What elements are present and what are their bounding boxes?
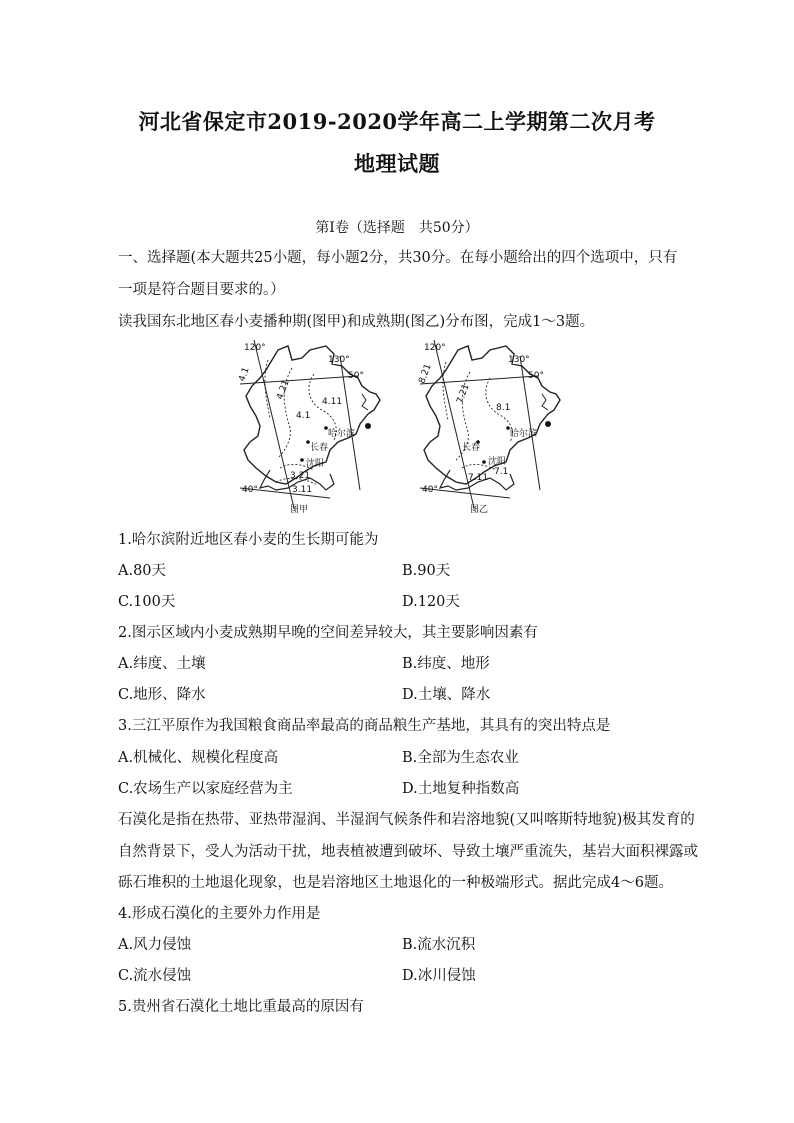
map-b-isoline-1: 8.21 xyxy=(417,362,434,386)
q4-stem: 4.形成石漠化的主要外力作用是 xyxy=(118,906,321,922)
map-b-city-shenyang: 沈阳 xyxy=(488,457,507,467)
map-b-isoline-5: 7.1 xyxy=(494,467,509,477)
q1-option-a: A.80天 xyxy=(118,563,167,579)
q4-option-c: C.流水侵蚀 xyxy=(118,968,192,984)
map-a-figure xyxy=(230,338,400,516)
q2-option-b: B.纬度、地形 xyxy=(402,656,490,672)
map-b-city-harbin: 哈尔滨 xyxy=(510,429,538,439)
q3-option-d: D.土地复种指数高 xyxy=(402,781,520,797)
map-a-city-shenyang: 沈阳 xyxy=(306,459,325,469)
section-heading: 第Ⅰ卷（选择题 共50分） xyxy=(315,220,479,236)
map-intro: 读我国东北地区春小麦播种期(图甲)和成熟期(图乙)分布图，完成1～3题。 xyxy=(118,314,595,330)
map-a-isoline-6: 3.11 xyxy=(292,485,313,495)
map-a-sowing xyxy=(230,338,400,516)
map-b-lon-left: 120° xyxy=(424,343,446,353)
map-b-isoline-3: 8.1 xyxy=(496,403,511,413)
exam-subtitle: 地理试题 xyxy=(354,151,440,176)
part1-instruction-line1: 一、选择题(本大题共25小题，每小题2分，共30分。在每小题给出的四个选项中，只有 xyxy=(118,250,678,266)
wheat-maps xyxy=(230,338,590,516)
q1-option-b: B.90天 xyxy=(402,563,451,579)
q5-stem: 5.贵州省石漠化土地比重最高的原因有 xyxy=(118,999,364,1015)
map-a-lon-right: 130° xyxy=(328,355,350,365)
passage-line1: 石漠化是指在热带、亚热带湿润、半湿润气候条件和岩溶地貌(又叫喀斯特地貌)极其发育的 xyxy=(118,812,695,828)
q4-option-b: B.流水沉积 xyxy=(402,937,476,953)
passage-line3: 砾石堆积的土地退化现象，也是岩溶地区土地退化的一种极端形式。据此完成4～6题。 xyxy=(118,875,673,891)
map-b-isoline-2: 7.21 xyxy=(455,382,472,406)
map-b-figure xyxy=(410,338,580,516)
q4-option-a: A.风力侵蚀 xyxy=(118,937,192,953)
map-b-city-changchun: 长春 xyxy=(462,443,481,453)
q1-stem: 1.哈尔滨附近地区春小麦的生长期可能为 xyxy=(118,532,379,548)
q3-option-a: A.机械化、规模化程度高 xyxy=(118,750,279,766)
map-a-lat-bottom: 40° xyxy=(242,485,258,495)
map-a-isoline-4: 4.1 xyxy=(296,411,311,421)
map-a-city-harbin: 哈尔滨 xyxy=(328,429,356,439)
map-b-isoline-4: 7.11 xyxy=(468,473,489,483)
q2-option-c: C.地形、降水 xyxy=(118,687,206,703)
q2-option-a: A.纬度、土壤 xyxy=(118,656,206,672)
passage-line2: 自然背景下，受人为活动干扰，地表植被遭到破坏、导致土壤严重流失，基岩大面积裸露或 xyxy=(118,844,698,860)
q2-stem: 2.图示区域内小麦成熟期早晚的空间差异较大，其主要影响因素有 xyxy=(118,625,538,641)
map-a-isoline-5: 3.21 xyxy=(290,471,311,481)
map-b-caption: 图乙 xyxy=(470,505,489,515)
map-a-city-changchun: 长春 xyxy=(310,443,329,453)
q4-option-d: D.冰川侵蚀 xyxy=(402,968,476,984)
q1-option-d: D.120天 xyxy=(402,594,460,610)
part1-instruction-line2: 一项是符合题目要求的。） xyxy=(118,282,285,298)
exam-title: 河北省保定市2019-2020学年高二上学期第二次月考 xyxy=(138,109,656,134)
map-b-harvest xyxy=(410,338,580,516)
q1-option-c: C.100天 xyxy=(118,594,176,610)
map-a-isoline-2: 4.21 xyxy=(275,378,292,402)
map-b-lon-right: 130° xyxy=(508,355,530,365)
map-a-caption: 图甲 xyxy=(290,505,309,515)
map-a-isoline-1: 4.1 xyxy=(237,366,252,384)
map-b-lat-bottom: 40° xyxy=(422,485,438,495)
q3-option-c: C.农场生产以家庭经营为主 xyxy=(118,781,293,797)
map-a-lon-left: 120° xyxy=(244,343,266,353)
map-b-lat-top: 50° xyxy=(528,371,544,381)
q2-option-d: D.土壤、降水 xyxy=(402,687,491,703)
map-a-lat-top: 50° xyxy=(348,371,364,381)
q3-option-b: B.全部为生态农业 xyxy=(402,750,519,766)
q3-stem: 3.三江平原作为我国粮食商品率最高的商品粮生产基地，其具有的突出特点是 xyxy=(118,718,611,734)
map-a-isoline-3: 4.11 xyxy=(322,397,343,407)
